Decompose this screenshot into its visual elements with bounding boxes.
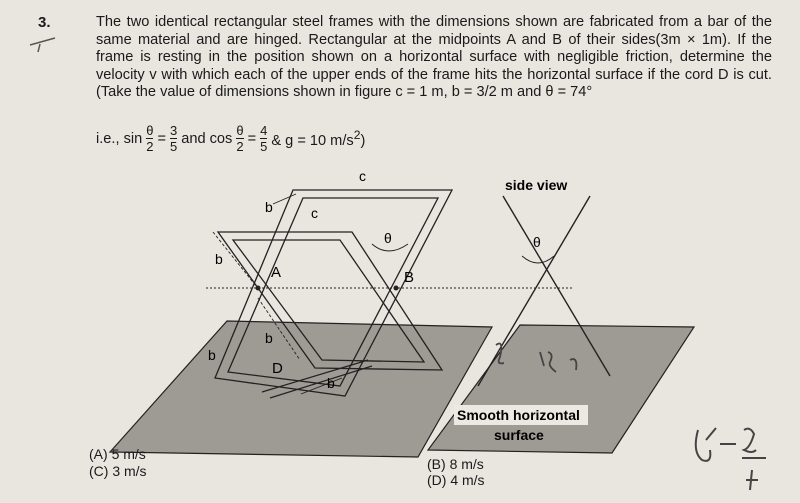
scribble-b2-formula <box>696 428 766 490</box>
given-gravity: & g = 10 $m/s^2$) <box>271 128 366 149</box>
option-a[interactable]: (A) 5 m/s <box>89 446 146 462</box>
equals-sign: = <box>157 130 166 147</box>
label-b-bottom: b <box>327 375 335 391</box>
label-b-left: b <box>215 251 223 267</box>
scribble-b <box>496 344 504 364</box>
given-and-cos: and cos <box>181 130 233 147</box>
fraction-4-5: $\frac{4}{5}$ <box>260 123 268 154</box>
label-c-top: c <box>359 168 366 184</box>
label-a: A <box>271 264 282 281</box>
label-c-inner: c <box>311 205 318 221</box>
scribble-root <box>540 352 576 372</box>
side-view-title: side view <box>505 177 568 193</box>
surface-label-line2: surface <box>494 427 544 443</box>
option-d[interactable]: (D) 4 m/s <box>427 472 485 488</box>
label-b-low: b <box>208 347 216 363</box>
label-b-point: B <box>404 269 415 286</box>
option-c[interactable]: (C) 3 m/s <box>89 463 147 479</box>
fraction-theta-2-b: $\frac{\theta}{2}$ <box>236 123 244 154</box>
option-b[interactable]: (B) 8 m/s <box>427 456 484 472</box>
given-prefix: i.e., sin <box>96 130 143 147</box>
surface-label-line1: Smooth horizontal <box>457 407 580 423</box>
label-b-top: b <box>265 199 273 215</box>
question-text: The two identical rectangular steel frames with the dimensions shown are fabricated from a bar of the same material and are hinged. Rectangular at the midpoints A and B of their sides(3m × 1m). If the frame is resting in the position shown on a horizontal surface with negligible friction, determine the velocity v with which each of the upper ends of the frame hits the horizontal surface if the cord D is cut. (Take the value of dimensions shown in figure c = 1 m, b = 3/2 m and θ = 74° <box>96 14 772 101</box>
fraction-3-5: $\frac{3}{5}$ <box>170 123 178 154</box>
label-theta: θ <box>384 230 392 246</box>
question-number: 3. <box>38 14 51 31</box>
side-view-theta: θ <box>533 234 541 250</box>
label-d: D <box>272 360 283 377</box>
label-b-mid: b <box>265 330 273 346</box>
fraction-theta-2: $\frac{\theta}{2}$ <box>146 123 154 154</box>
equals-sign-2: = <box>247 130 257 147</box>
